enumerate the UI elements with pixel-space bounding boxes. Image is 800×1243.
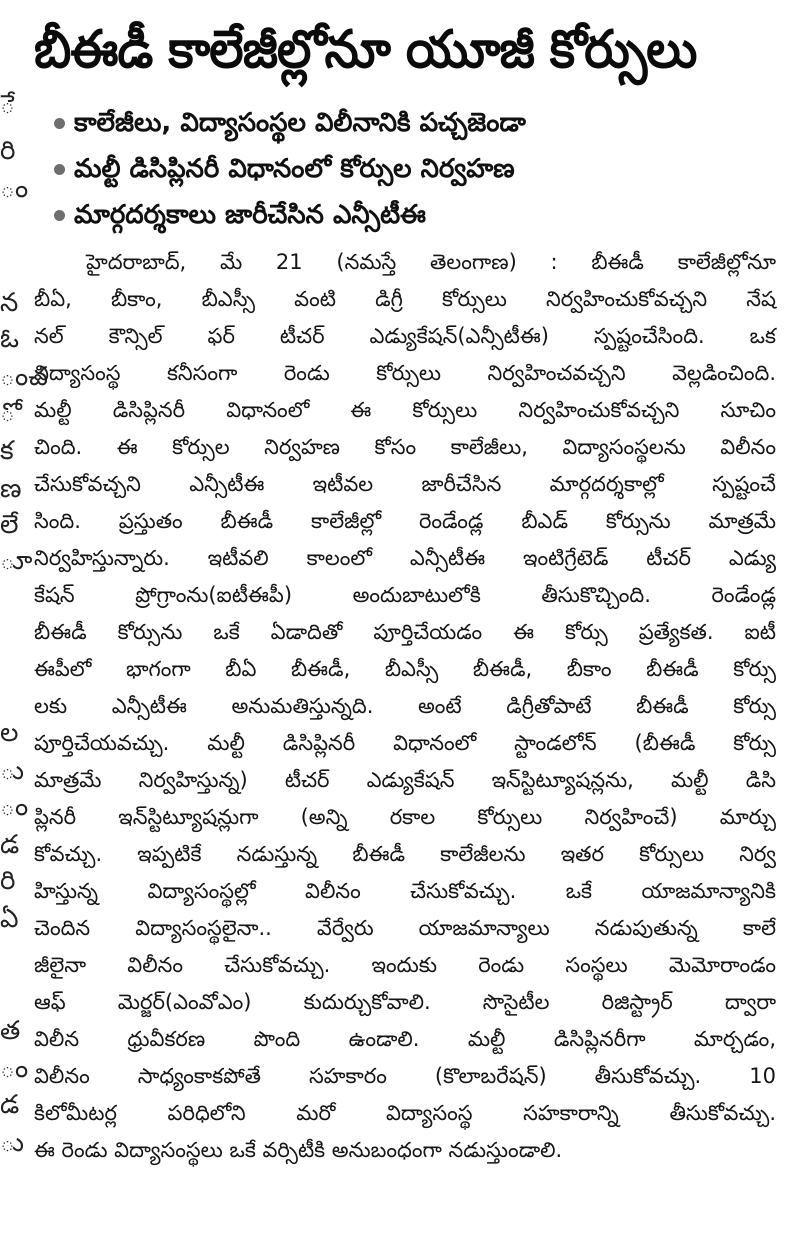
body-line: విలీన ధ్రువీకరణ పొంది ఉండాలి. మల్టీ డిసిప్లినరీగా మార్చడం, [34, 1027, 776, 1051]
edge-fragment: ం [0, 1054, 29, 1084]
edge-fragment: ో [0, 398, 16, 428]
body-line: ఈ రెండు విద్యాసంస్థలు ఒకే వర్సిటీకి అనుబంధంగా నడుస్తుండాలి. [34, 1138, 563, 1162]
body-line: కిలోమీటర్ల పరిధిలోని మరో విద్యాసంస్థ సహకారాన్ని తీసుకోవచ్చు. [34, 1101, 776, 1125]
edge-fragment: ంచ [0, 362, 48, 392]
news-article [34, 10, 776, 1169]
edge-fragment: డ [0, 830, 20, 860]
highlight-text: కాలేజీలు, విద్యాసంస్థల విలీనానికి పచ్చజెండా [74, 108, 526, 138]
body-line: బీఈడీ కోర్సును ఒకే ఏడాదితో పూర్తిచేయడం ఈ కోర్సు ప్రత్యేకత. ఐటీ [34, 620, 776, 644]
body-line: ఈపీలో భాగంగా బీఏ బీఈడీ, బీఎస్సీ బీఈడీ, బీకాం బీఈడీ కోర్సు [34, 657, 776, 681]
edge-fragment: ల [0, 718, 19, 748]
highlight-text: మల్టీ డిసిప్లినరీ విధానంలో కోర్సుల నిర్వహణ [74, 154, 515, 184]
edge-fragment: ణ [0, 474, 22, 504]
edge-fragment: ం [0, 174, 29, 204]
edge-fragment: ఓ [0, 324, 20, 354]
highlight-item [52, 100, 776, 146]
edge-fragment: ఏ [0, 904, 19, 934]
adjacent-column-edge [0, 0, 48, 1243]
highlight-item [52, 192, 776, 238]
highlight-item [52, 146, 776, 192]
body-line: ఆఫ్ మెర్జర్(ఎంవోఎం) కుదుర్చుకోవాలి. సొసైటీల రిజిస్ట్రార్ ద్వారా [34, 990, 776, 1014]
edge-fragment: ం [0, 792, 29, 822]
body-line: నిర్వహిస్తున్నారు. ఇటీవలి కాలంలో ఎన్సీటీఈ ఇంటిగ్రేటెడ్ టీచర్ ఎడ్యు [34, 546, 776, 570]
body-line: చేసుకోవచ్చని ఎన్సీటీఈ ఇటీవల జారీచేసిన మార్గదర్శకాల్లో స్పష్టంచే [34, 472, 776, 496]
edge-fragment: డ [0, 1090, 20, 1120]
body-line: చింది. ఈ కోర్సుల నిర్వహణ కోసం కాలేజీలు, విద్యాసంస్థలను విలీనం [34, 435, 776, 459]
body-line: పూర్తిచేయవచ్చు. మల్టీ డిసిప్లినరీ విధానంలో స్టాండలోన్ (బీఈడీ కోర్సు [34, 731, 776, 755]
body-line: కేషన్ ప్రోగ్రాంను(ఐటీఈపీ) అందుబాటులోకి తీసుకొచ్చింది. రెండేండ్ల [34, 583, 776, 607]
headline: బీఈడీ కాలేజీల్లోనూ యూజీ కోర్సులు [34, 20, 697, 80]
edge-fragment: రి [0, 866, 16, 896]
body-line: మల్టీ డిసిప్లినరీ విధానంలో ఈ కోర్సులు నిర్వహించుకోవచ్చని సూచిం [34, 398, 776, 422]
body-line: లకు ఎన్సీటీఈ అనుమతిస్తున్నది. అంటే డిగ్రీతోపాటే బీఈడీ కోర్సు [34, 694, 776, 718]
body-line: హైదరాబాద్, మే 21 (నమస్తే తెలంగాణ) : బీఈడీ కాలేజీల్లోనూ [86, 250, 776, 274]
edge-fragment: న [0, 288, 19, 318]
highlights-list [34, 100, 776, 238]
body-line: నల్ కౌన్సిల్ ఫర్ టీచర్ ఎడ్యుకేషన్(ఎన్సీటీఈ) స్పష్టంచేసింది. ఒక [34, 324, 776, 348]
body-line: బీఏ, బీకాం, బీఎస్సీ వంటి డిగ్రీ కోర్సులు నిర్వహించుకోవచ్చని నేష [34, 287, 776, 311]
body-line: ప్లినరీ ఇన్‌స్టిట్యూషన్లుగా (అన్ని రకాల కోర్సులు నిర్వహించే) మార్చు [34, 805, 776, 829]
body-line: జీలైనా విలీనం చేసుకోవచ్చు. ఇందుకు రెండు సంస్థలు మెమోరాండం [34, 953, 776, 977]
body-line: విలీనం సాధ్యంకాకపోతే సహకారం (కొలాబరేషన్) తీసుకోవచ్చు. 10 [34, 1064, 776, 1088]
highlight-text: మార్గదర్శకాలు జారీచేసిన ఎన్సీటీఈ [74, 200, 427, 230]
edge-fragment: ు [0, 1128, 25, 1158]
bullet-dot-icon [54, 164, 65, 175]
body-line: చెందిన విద్యాసంస్థలైనా.. వేర్వేరు యాజమాన్యాలు నడుపుతున్న కాలే [34, 916, 776, 940]
body-line: మాత్రమే నిర్వహిస్తున్న) టీచర్ ఎడ్యుకేషన్ ఇన్‌స్టిట్యూషన్లను, మల్టీ డిసి [34, 768, 776, 792]
edge-fragment: ే [0, 90, 16, 120]
edge-fragment: ు [0, 756, 25, 786]
body-line: విద్యాసంస్థ కనీసంగా రెండు కోర్సులు నిర్వహించవచ్చని వెల్లడించింది. [34, 361, 776, 385]
body-line: కోవచ్చు. ఇప్పటికే నడుస్తున్న బీఈడీ కాలేజీలను ఇతర కోర్సులు నిర్వ [34, 842, 776, 866]
edge-fragment: లే [0, 510, 19, 540]
bullet-dot-icon [54, 210, 65, 221]
article-body [34, 244, 776, 1169]
edge-fragment: ూ [0, 546, 33, 576]
edge-fragment: క [0, 436, 14, 466]
body-line: సింది. ప్రస్తుతం బీఈడీ కాలేజీల్లో రెండేండ్ల బీఎడ్ కోర్సును మాత్రమే [34, 509, 776, 533]
body-line: హిస్తున్న విద్యాసంస్థల్లో విలీనం చేసుకోవచ్చు. ఒకే యాజమాన్యానికి [34, 879, 776, 903]
edge-fragment: త [0, 1016, 21, 1046]
bullet-dot-icon [54, 118, 65, 129]
edge-fragment: రి [0, 136, 16, 166]
